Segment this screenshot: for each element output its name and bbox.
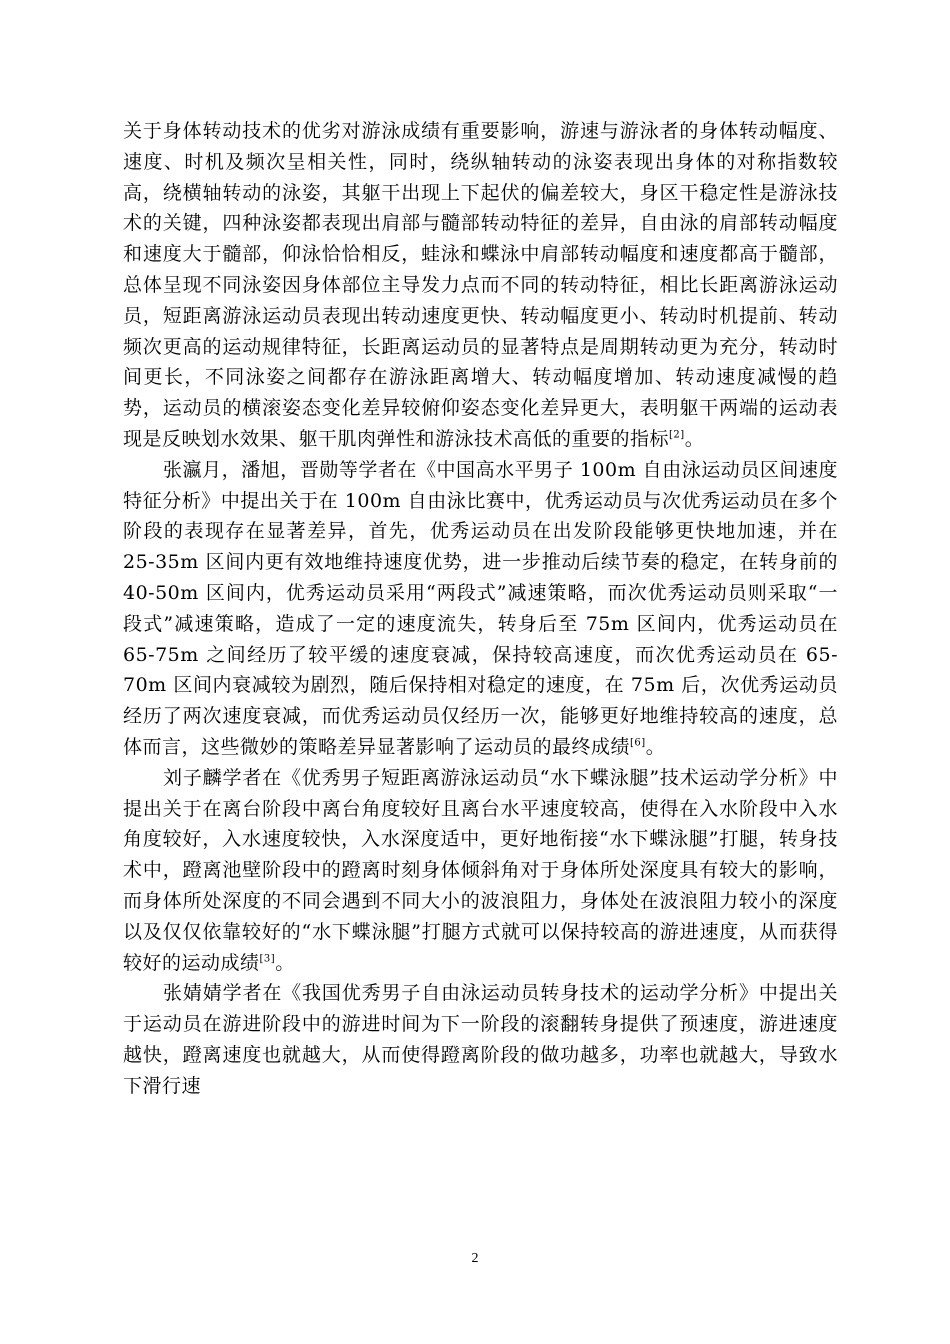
paragraph-text: 关于身体转动技术的优劣对游泳成绩有重要影响，游速与游泳者的身体转动幅度、速度、时机及频次呈相关性，同时，绕纵轴转动的泳姿表现出身体的对称指数较高，绕横轴转动的泳姿，其躯干出现上下起伏的偏差较大，身区干稳定性是游泳技术的关键，四种泳姿都表现出肩部与髓部转动特征的差异，自由泳的肩部转动幅度和速度大于髓部，仰泳恰恰相反，蛙泳和蝶泳中肩部转动幅度和速度都高于髓部，总体呈现不同泳姿因身体部位主导发力点而不同的转动特征，相比长距离游泳运动员，短距离游泳运动员表现出转动速度更快、转动幅度更小、转动时机提前、转动频次更高的运动规律特征，长距离运动员的显著特点是周期转动更为充分，转动时间更长，不同泳姿之间都存在游泳距离增大、转动幅度增加、转动速度减慢的趋势，运动员的横滚姿态变化差异较俯仰姿态变化差异更大，表明躯干两端的运动表现是反映划水效果、躯干肌肉弹性和游泳技术高低的重要的指标 (123, 120, 838, 450)
page-number: 2 (471, 1251, 479, 1266)
citation-reference: [2] (669, 429, 685, 441)
paragraph-text: 刘子麟学者在《优秀男子短距离游泳运动员“水下蝶泳腿”技术运动学分析》中提出关于在离台阶段中离台角度较好且离台水平速度较高，使得在入水阶段中入水角度较好，入水速度较快，入水深度适中，更好地衔接“水下蝶泳腿”打腿，转身技术中，蹬离池壁阶段中的蹬离时刻身体倾斜角对于身体所处深度具有较大的影响，而身体所处深度的不同会遇到不同大小的波浪阻力，身体处在波浪阻力较小的深度以及仅仅依靠较好的“水下蝶泳腿”打腿方式就可以保持较高的游进速度，从而获得较好的运动成绩 (123, 766, 838, 974)
paragraph-text: 张婧婧学者在《我国优秀男子自由泳运动员转身技术的运动学分析》中提出关于运动员在游进阶段中的游进时间为下一阶段的滚翻转身提供了预速度，游进速度越快，蹬离速度也就越大，从而使得蹬离阶段的做功越多，功率也就越大，导致水下滑行速 (123, 982, 838, 1097)
citation-reference: [6] (630, 737, 646, 749)
paragraph-end: 。 (275, 951, 295, 974)
document-body (123, 116, 838, 1102)
paragraph-end: 。 (684, 427, 705, 450)
paragraph-underwater-dolphin-kick (123, 763, 838, 979)
citation-reference: [3] (259, 953, 276, 965)
paragraph-body-rotation (123, 116, 838, 455)
paragraph-turn-technique (123, 978, 838, 1101)
paragraph-text: 张瀛月，潘旭，晋勋等学者在《中国高水平男子 100m 自由泳运动员区间速度特征分析》中提出关于在 100m 自由泳比赛中，优秀运动员与次优秀运动员在多个阶段的表现存在显著差异，首先，优秀运动员在出发阶段能够更快地加速，并在 25-35m 区间内更有效地维持速度优势，进一步推动后续节奏的稳定，在转身前的 40-50m 区间内，优秀运动员采用“两段式”减速策略，而次优秀运动员则采取“一段式”减速策略，造成了一定的速度流失，转身后至 75m 区间内，优秀运动员在 65-75m 之间经历了较平缓的速度衰减，保持较高速度，而次优秀运动员在 65-70m 区间内衰减较为剧烈，随后保持相对稳定的速度，在 75m 后，次优秀运动员经历了两次速度衰减，而优秀运动员仅经历一次，能够更好地维持较高的速度，总体而言，这些微妙的策略差异显著影响了运动员的最终成绩 (123, 458, 838, 758)
paragraph-end: 。 (645, 735, 666, 758)
paragraph-interval-speed (123, 455, 838, 763)
